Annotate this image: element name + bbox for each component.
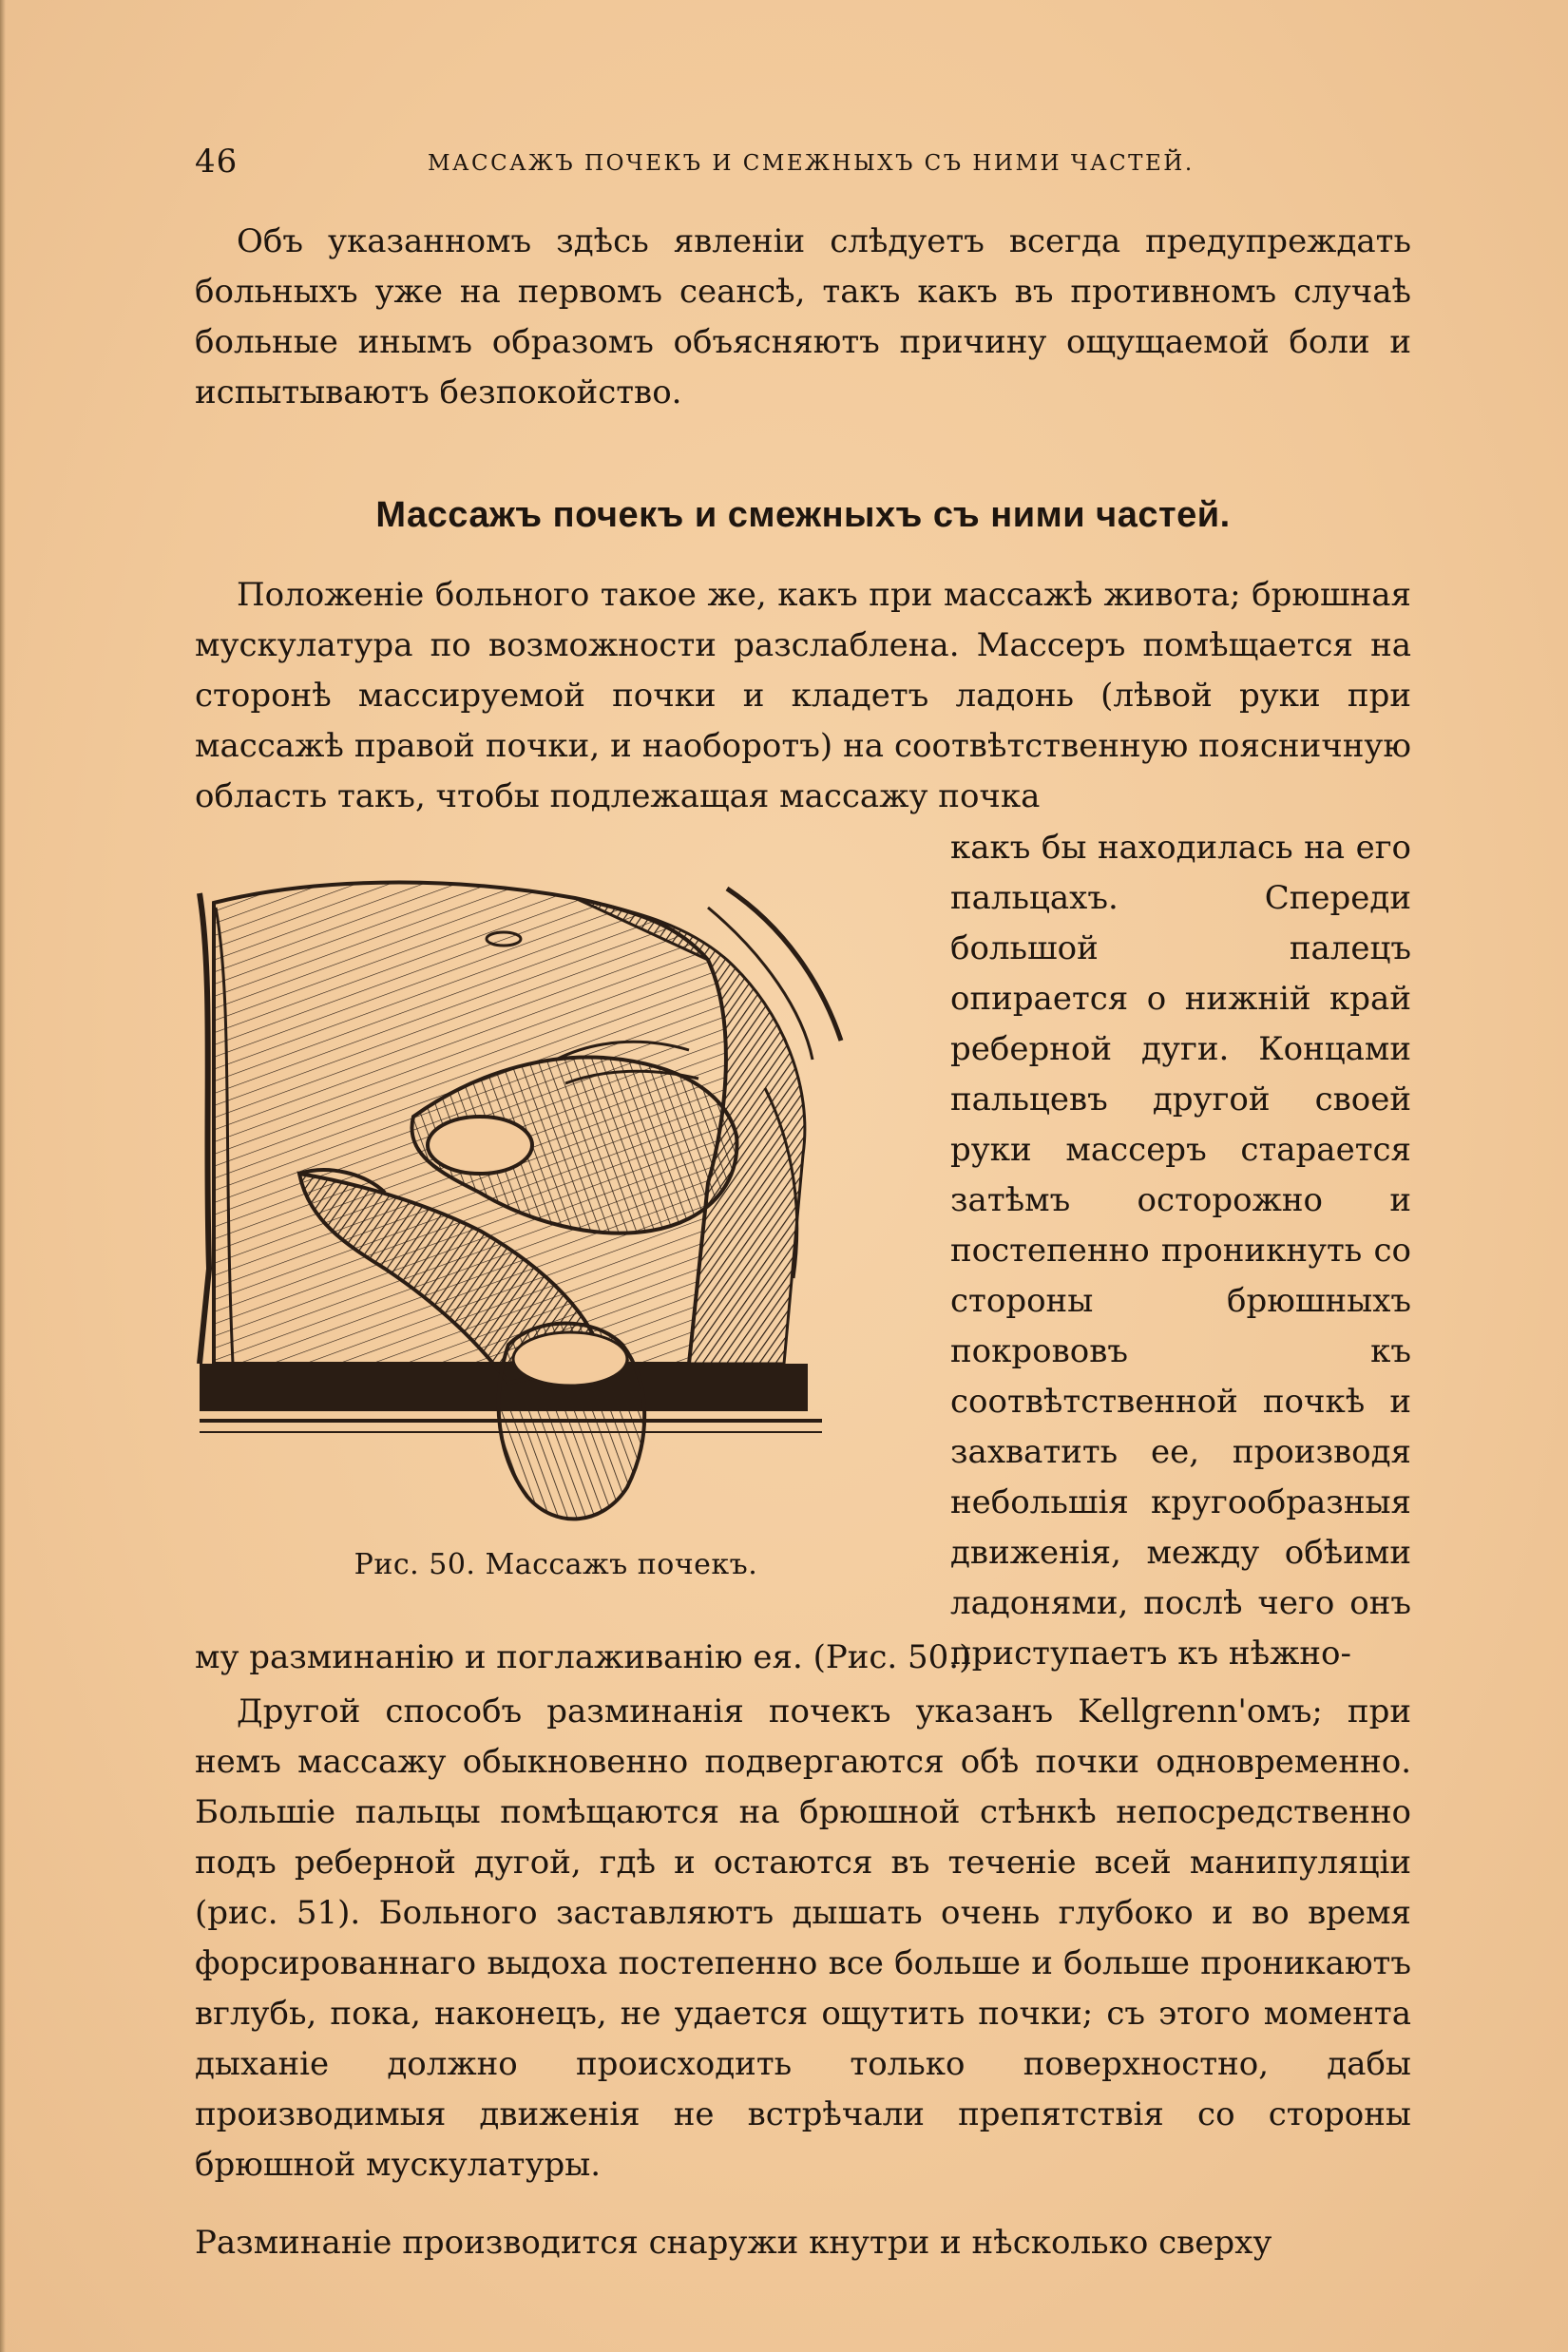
page-edge <box>0 0 6 2352</box>
figure-kidney-massage <box>195 870 917 1544</box>
paragraph-3-text: Другой способъ разминанія почекъ указанъ Kellgrenn'омъ; при немъ массажу обыкновенно подвергаются обѣ почки одновременно. Большіе пальцы помѣщаются на брюшной стѣнкѣ непосредственно подъ реберной дугой, гдѣ и остаются въ теченіе всей манипуляціи (рис. 51). Больного заставляютъ дышать очень глубоко и во время форсированнаго выдоха постепенно все больше и больше проникаютъ вглубь, пока, наконецъ, не удается ощутить почки; съ этого момента дыханіе должно происходить только поверхностно, дабы производимыя движенія не встрѣчали препятствія со стороны брюшной мускулатуры. <box>195 1692 1411 2184</box>
running-head: МАССАЖЪ ПОЧЕКЪ И СМЕЖНЫХЪ СЪ НИМИ ЧАСТЕЙ. <box>428 151 1195 176</box>
paragraph-4 <box>195 2186 1411 2301</box>
kidney-massage-engraving <box>195 870 917 1544</box>
paragraph-2-wrap-column <box>950 823 1411 1679</box>
paragraph-2-wrap-text: какъ бы находилась на его пальцахъ. Спереди большой палецъ опирается о нижній край реберной дуги. Концами пальцевъ другой своей руки массеръ старается затѣмъ осторожно и постепенно проникнуть со стороны брюшныхъ покрововъ къ соотвѣтственной почкѣ и захватить ее, производя небольшія кругообразныя движенія, между обѣими ладонями, послѣ чего онъ приступаетъ къ нѣжно- <box>950 829 1411 1673</box>
figure-caption: Рис. 50. Массажъ почекъ. <box>354 1548 758 1581</box>
section-title: Массажъ почекъ и смежныхъ съ ними частей. <box>375 495 1231 535</box>
paragraph-1-text: Объ указанномъ здѣсь явленіи слѣдуетъ всегда предупреждать больныхъ уже на первомъ сеансѣ, такъ какъ въ противномъ случаѣ больные инымъ образомъ объясняютъ причину ощущаемой боли и испытываютъ безпокойство. <box>195 222 1411 411</box>
page-header <box>195 141 1421 182</box>
paragraph-1 <box>195 217 1411 418</box>
paragraph-3 <box>195 1687 1411 2190</box>
paragraph-2 <box>195 570 1411 822</box>
paragraph-2-end-text: му разминанію и поглаживанію ея. (Рис. 50.) <box>195 1638 972 1676</box>
paragraph-2-text: Положеніе больного такое же, какъ при массажѣ живота; брюшная мускулатура по возможности разслаблена. Массеръ помѣщается на сторонѣ массируемой почки и кладетъ ладонь (лѣвой руки при массажѣ правой почки, и наоборотъ) на соотвѣтственную поясничную область такъ, чтобы подлежащая массажу почка <box>195 576 1411 815</box>
page-number: 46 <box>195 143 239 181</box>
paragraph-4-text: Разминаніе производится снаружи кнутри и нѣсколько сверху <box>195 2224 1272 2262</box>
paragraph-2-end <box>195 1633 1411 1683</box>
